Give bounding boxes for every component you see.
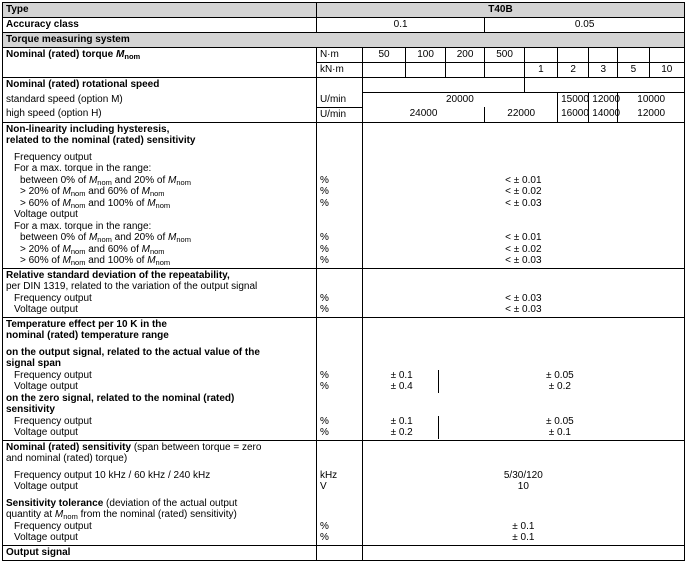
temperature-label-block (3, 317, 317, 440)
nonlinearity-volt-value-b: < ± 0.02 (505, 243, 542, 255)
unit-nm: N·m (316, 48, 362, 63)
speed-high-12000: 12000 (618, 107, 685, 122)
table-row-speed-header (3, 78, 685, 93)
speed-standard-15000: 15000 (558, 93, 589, 108)
torque-knm-3: 3 (589, 63, 618, 78)
nonlinearity-volt-range-a: between 0% of $M_{nom}$ and 20% of $M_{nom}$ (20, 232, 191, 244)
temperature-zero-sub-line2: sensitivity (6, 404, 55, 415)
repeatability-freq-output: Frequency output (14, 292, 92, 304)
speed-standard-20000: 20000 (362, 93, 557, 108)
table-row-speed-standard (3, 93, 685, 108)
tolerance-freq-label: Frequency output (14, 520, 92, 532)
unit-upm-standard: U/min (316, 93, 362, 108)
torque-knm-4: 5 (618, 63, 649, 78)
temperature-signal-volt-right: ± 0.2 (548, 381, 571, 392)
speed-standard-12000: 12000 (589, 93, 618, 108)
torque-nm-blank-3 (589, 48, 618, 63)
temperature-zero-volt-label: Voltage output (14, 427, 78, 438)
torque-nm-3: 200 (445, 48, 485, 63)
torque-nm-4: 500 (485, 48, 525, 63)
row-label-speed-high: high speed (option H) (3, 107, 317, 122)
speed-header-blank-right (524, 78, 684, 93)
unit-percent-rep-1: % (319, 292, 329, 304)
temperature-zero-freq-row (366, 416, 681, 428)
nonlinearity-title-line2: related to the nominal (rated) sensitivity (6, 135, 196, 146)
unit-upm-high: U/min (316, 107, 362, 122)
table-row-nonlinearity (3, 122, 685, 268)
temperature-signal-volt-row (366, 381, 681, 393)
row-label-speed-standard: standard speed (option M) (3, 93, 317, 108)
speed-high-14000: 14000 (589, 107, 618, 122)
repeatability-title-line2: per DIN 1319, related to the variation of the output signal (6, 281, 258, 292)
unit-percent-nl-6: % (319, 255, 329, 266)
row-label-accuracy: Accuracy class (3, 18, 317, 33)
nonlinearity-volt-range-title: For a max. torque in the range: (14, 220, 152, 232)
sensitivity-values-block (362, 440, 684, 545)
section-header-output-signal: Output signal (3, 545, 317, 560)
unit-percent-temp-1: % (319, 369, 329, 381)
temperature-signal-freq-left: ± 0.1 (390, 369, 413, 381)
nonlinearity-freq-range-a: between 0% of $M_{nom}$ and 20% of $M_{nom}$ (20, 174, 191, 187)
temperature-signal-sub-line2: signal span (6, 358, 62, 369)
torque-nm-blank-5 (649, 48, 684, 63)
sensitivity-units-block (316, 440, 362, 545)
unit-percent-nl-2: % (319, 186, 329, 197)
unit-percent-temp-3: % (319, 415, 329, 427)
unit-knm: kN·m (316, 63, 362, 78)
nonlinearity-volt-range-c: > 60% of $M_{nom}$ and 100% of $M_{nom}$ (20, 255, 171, 267)
nonlinearity-freq-range-c: > 60% of $M_{nom}$ and 100% of $M_{nom}$ (20, 197, 171, 210)
table-row-temperature-effect (3, 317, 685, 440)
torque-knm-5: 10 (649, 63, 684, 78)
accuracy-value-005: 0.05 (485, 18, 685, 33)
table-row-next-section (3, 545, 685, 560)
nonlinearity-label-block (3, 122, 317, 268)
nonlinearity-units-block (316, 122, 362, 268)
temperature-zero-volt-left: ± 0.2 (390, 427, 413, 438)
temperature-zero-freq-right: ± 0.05 (545, 415, 574, 427)
sensitivity-title-line2: and nominal (rated) torque) (6, 453, 128, 464)
nominal-torque-subscript: nom (124, 52, 141, 61)
torque-knm-2: 2 (558, 63, 589, 78)
torque-nm-blank-4 (618, 48, 649, 63)
temperature-zero-sub-line1: on the zero signal, related to the nominal (rated) (6, 392, 235, 404)
temperature-signal-freq-right: ± 0.05 (545, 369, 574, 381)
unit-percent-nl-5: % (319, 243, 329, 255)
unit-percent-temp-2: % (319, 381, 329, 392)
unit-percent-tol-1: % (319, 520, 329, 532)
row-label-nominal-torque: Nominal (rated) torque $M_{nom}$ (3, 48, 317, 78)
temperature-zero-freq-left: ± 0.1 (390, 415, 413, 427)
tolerance-volt-label: Voltage output (14, 532, 78, 543)
tolerance-title-line2: quantity at $M_{nom}$ from the nominal (rated) sensitivity) (6, 509, 237, 521)
nonlinearity-volt-value-a: < ± 0.01 (505, 232, 542, 243)
table-row-repeatability (3, 268, 685, 317)
row-label-type: Type (3, 3, 317, 18)
torque-knm-blank-2 (406, 63, 446, 78)
section-header-speed: Nominal (rated) rotational speed (3, 78, 317, 93)
torque-knm-blank-3 (445, 63, 485, 78)
nonlinearity-volt-output: Voltage output (14, 209, 78, 220)
table-row-sensitivity (3, 440, 685, 545)
torque-nm-1: 50 (362, 48, 406, 63)
repeatability-label-block (3, 268, 317, 317)
unit-percent-nl-1: % (319, 174, 329, 186)
repeatability-values-block (362, 268, 684, 317)
temperature-zero-volt-right: ± 0.1 (548, 427, 571, 438)
unit-percent-rep-2: % (319, 304, 329, 315)
unit-percent-tol-2: % (319, 532, 329, 543)
unit-percent-nl-3: % (319, 197, 329, 209)
tolerance-freq-value: ± 0.1 (512, 520, 535, 532)
nonlinearity-freq-range-title: For a max. torque in the range: (14, 163, 152, 174)
nonlinearity-freq-value-a: < ± 0.01 (505, 174, 542, 186)
repeatability-volt-output: Voltage output (14, 304, 78, 315)
unit-percent-nl-4: % (319, 232, 329, 243)
nonlinearity-freq-value-c: < ± 0.03 (505, 197, 542, 209)
nonlinearity-freq-value-b: < ± 0.02 (505, 186, 542, 197)
speed-high-22000: 22000 (485, 107, 558, 122)
nonlinearity-freq-range-b: > 20% of $M_{nom}$ and 60% of $M_{nom}$ (20, 186, 165, 198)
sensitivity-label-block (3, 440, 317, 545)
repeatability-volt-value: < ± 0.03 (505, 304, 542, 315)
temperature-values-block (362, 317, 684, 440)
table-row-accuracy (3, 18, 685, 33)
accuracy-value-01: 0.1 (316, 18, 484, 33)
speed-high-16000: 16000 (558, 107, 589, 122)
row-value-type: T40B (316, 3, 684, 18)
nonlinearity-title-line1: Non-linearity including hysteresis, (6, 123, 170, 135)
torque-nm-2: 100 (406, 48, 446, 63)
specification-table (2, 2, 685, 561)
speed-high-24000: 24000 (362, 107, 485, 122)
next-section-unit-blank (316, 545, 362, 560)
unit-v: V (319, 481, 327, 492)
speed-header-blank-left (362, 78, 524, 93)
torque-knm-blank-4 (485, 63, 525, 78)
spec-sheet (0, 2, 687, 583)
unit-percent-temp-4: % (319, 427, 329, 438)
repeatability-title-line1: Relative standard deviation of the repeatability, (6, 269, 230, 281)
temperature-signal-volt-label: Voltage output (14, 381, 78, 392)
torque-nm-blank-1 (524, 48, 557, 63)
section-header-torque-system: Torque measuring system (3, 33, 685, 48)
sensitivity-volt-label: Voltage output (14, 481, 78, 492)
sensitivity-freq-value: 5/30/120 (503, 469, 543, 481)
table-row-torque-system (3, 33, 685, 48)
speed-standard-10000: 10000 (618, 93, 685, 108)
torque-knm-blank-1 (362, 63, 406, 78)
temperature-units-block (316, 317, 362, 440)
temperature-signal-freq-label: Frequency output (14, 369, 92, 381)
torque-nm-blank-2 (558, 48, 589, 63)
nonlinearity-freq-output: Frequency output (14, 151, 92, 163)
nonlinearity-values-block (362, 122, 684, 268)
temperature-zero-freq-label: Frequency output (14, 415, 92, 427)
sensitivity-title-line1: Nominal (rated) sensitivity (span between torque = zero (6, 441, 262, 453)
speed-header-unit-blank (316, 78, 362, 93)
temperature-signal-volt-left: ± 0.4 (390, 381, 413, 392)
nonlinearity-volt-value-c: < ± 0.03 (505, 255, 542, 266)
temperature-title-line2: nominal (rated) temperature range (6, 330, 169, 341)
sensitivity-freq-label: Frequency output 10 kHz / 60 kHz / 240 kHz (14, 469, 211, 481)
torque-knm-1: 1 (524, 63, 557, 78)
tolerance-volt-value: ± 0.1 (512, 532, 535, 543)
repeatability-freq-value: < ± 0.03 (505, 292, 542, 304)
table-row-speed-high (3, 107, 685, 122)
tolerance-title-line1: Sensitivity tolerance (deviation of the actual output (6, 497, 238, 509)
temperature-title-line1: Temperature effect per 10 K in the (6, 318, 167, 330)
table-row-type (3, 3, 685, 18)
next-section-values-blank (362, 545, 684, 560)
table-row-nominal-torque-nm (3, 48, 685, 63)
nominal-torque-text: Nominal (rated) torque (6, 49, 117, 60)
temperature-zero-volt-row (366, 427, 681, 439)
nonlinearity-volt-range-b: > 20% of $M_{nom}$ and 60% of $M_{nom}$ (20, 243, 165, 256)
temperature-signal-sub-line1: on the output signal, related to the actual value of the (6, 346, 260, 358)
temperature-signal-freq-row (366, 370, 681, 382)
unit-khz: kHz (319, 469, 338, 481)
sensitivity-volt-value: 10 (517, 481, 529, 492)
repeatability-units-block (316, 268, 362, 317)
